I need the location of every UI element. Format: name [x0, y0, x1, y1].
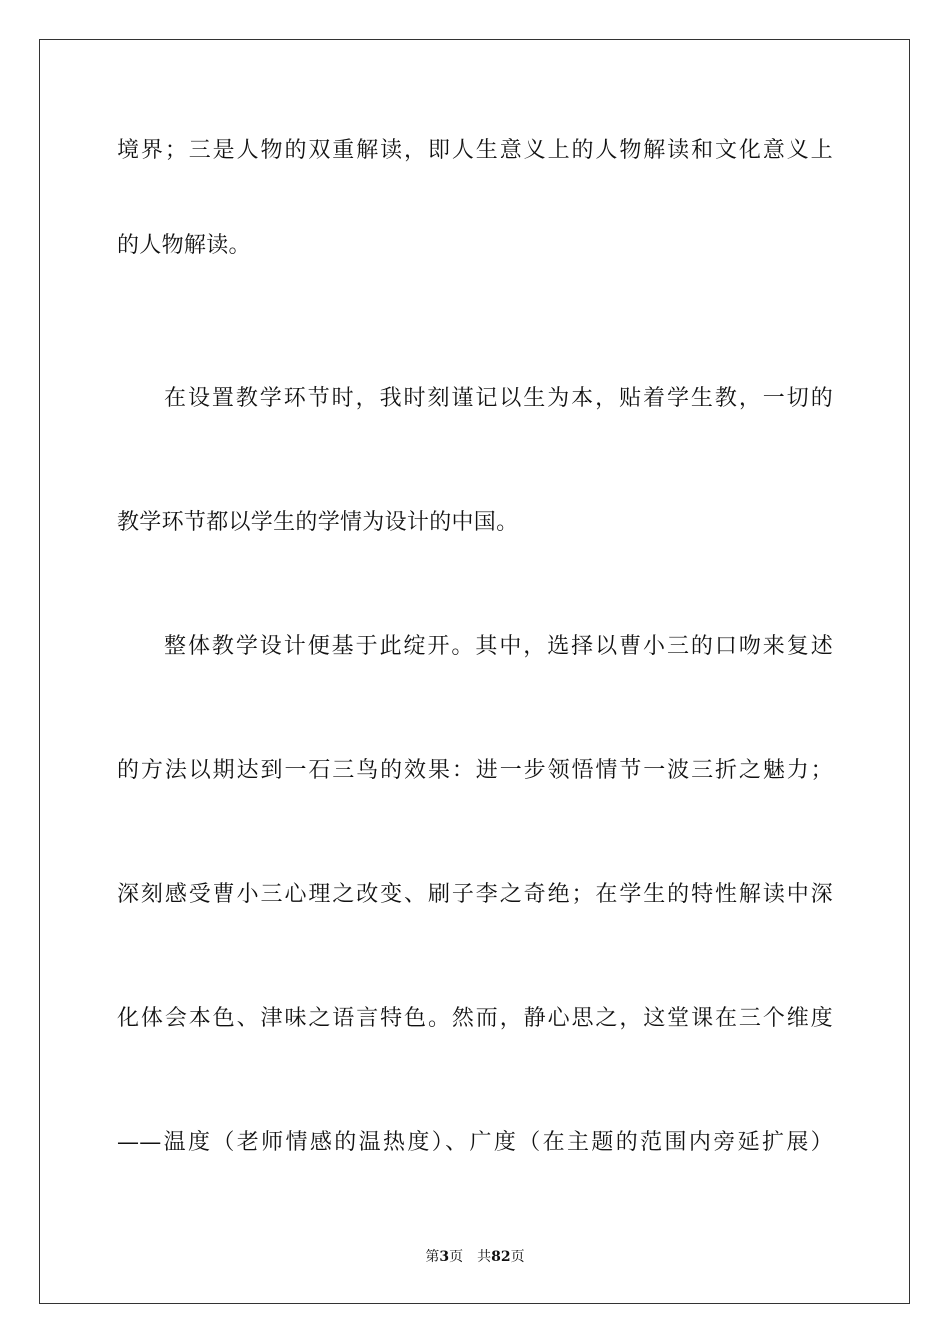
paragraph-line-7: 深刻感受曹小三心理之改变、刷子李之奇绝；在学生的特性解读中深	[117, 882, 833, 907]
paragraph-line-1: 境界；三是人物的双重解读，即人生意义上的人物解读和文化意义上	[117, 138, 833, 163]
paragraph-line-5: 整体教学设计便基于此绽开。其中，选择以曹小三的口吻来复述	[164, 634, 833, 659]
footer-prefix: 第	[425, 1249, 440, 1265]
paragraph-line-6: 的方法以期达到一石三鸟的效果：进一步领悟情节一波三折之魅力；	[117, 758, 833, 783]
footer-page-number: 3	[439, 1249, 450, 1265]
paragraph-line-9: ——温度（老师情感的温热度）、广度（在主题的范围内旁延扩展）	[117, 1130, 833, 1155]
paragraph-line-4: 教学环节都以学生的学情为设计的中国。	[117, 510, 519, 535]
footer-total-suffix: 页	[510, 1249, 525, 1265]
footer-total-prefix: 共	[477, 1249, 492, 1265]
paragraph-line-8: 化体会本色、津味之语言特色。然而，静心思之，这堂课在三个维度	[117, 1006, 833, 1031]
paragraph-line-2: 的人物解读。	[117, 233, 251, 258]
page-frame	[39, 39, 910, 1304]
paragraph-line-3: 在设置教学环节时，我时刻谨记以生为本，贴着学生教，一切的	[164, 386, 833, 411]
footer-page-suffix: 页	[449, 1249, 464, 1265]
footer-total-pages: 82	[491, 1249, 511, 1265]
page-footer	[0, 1248, 950, 1266]
